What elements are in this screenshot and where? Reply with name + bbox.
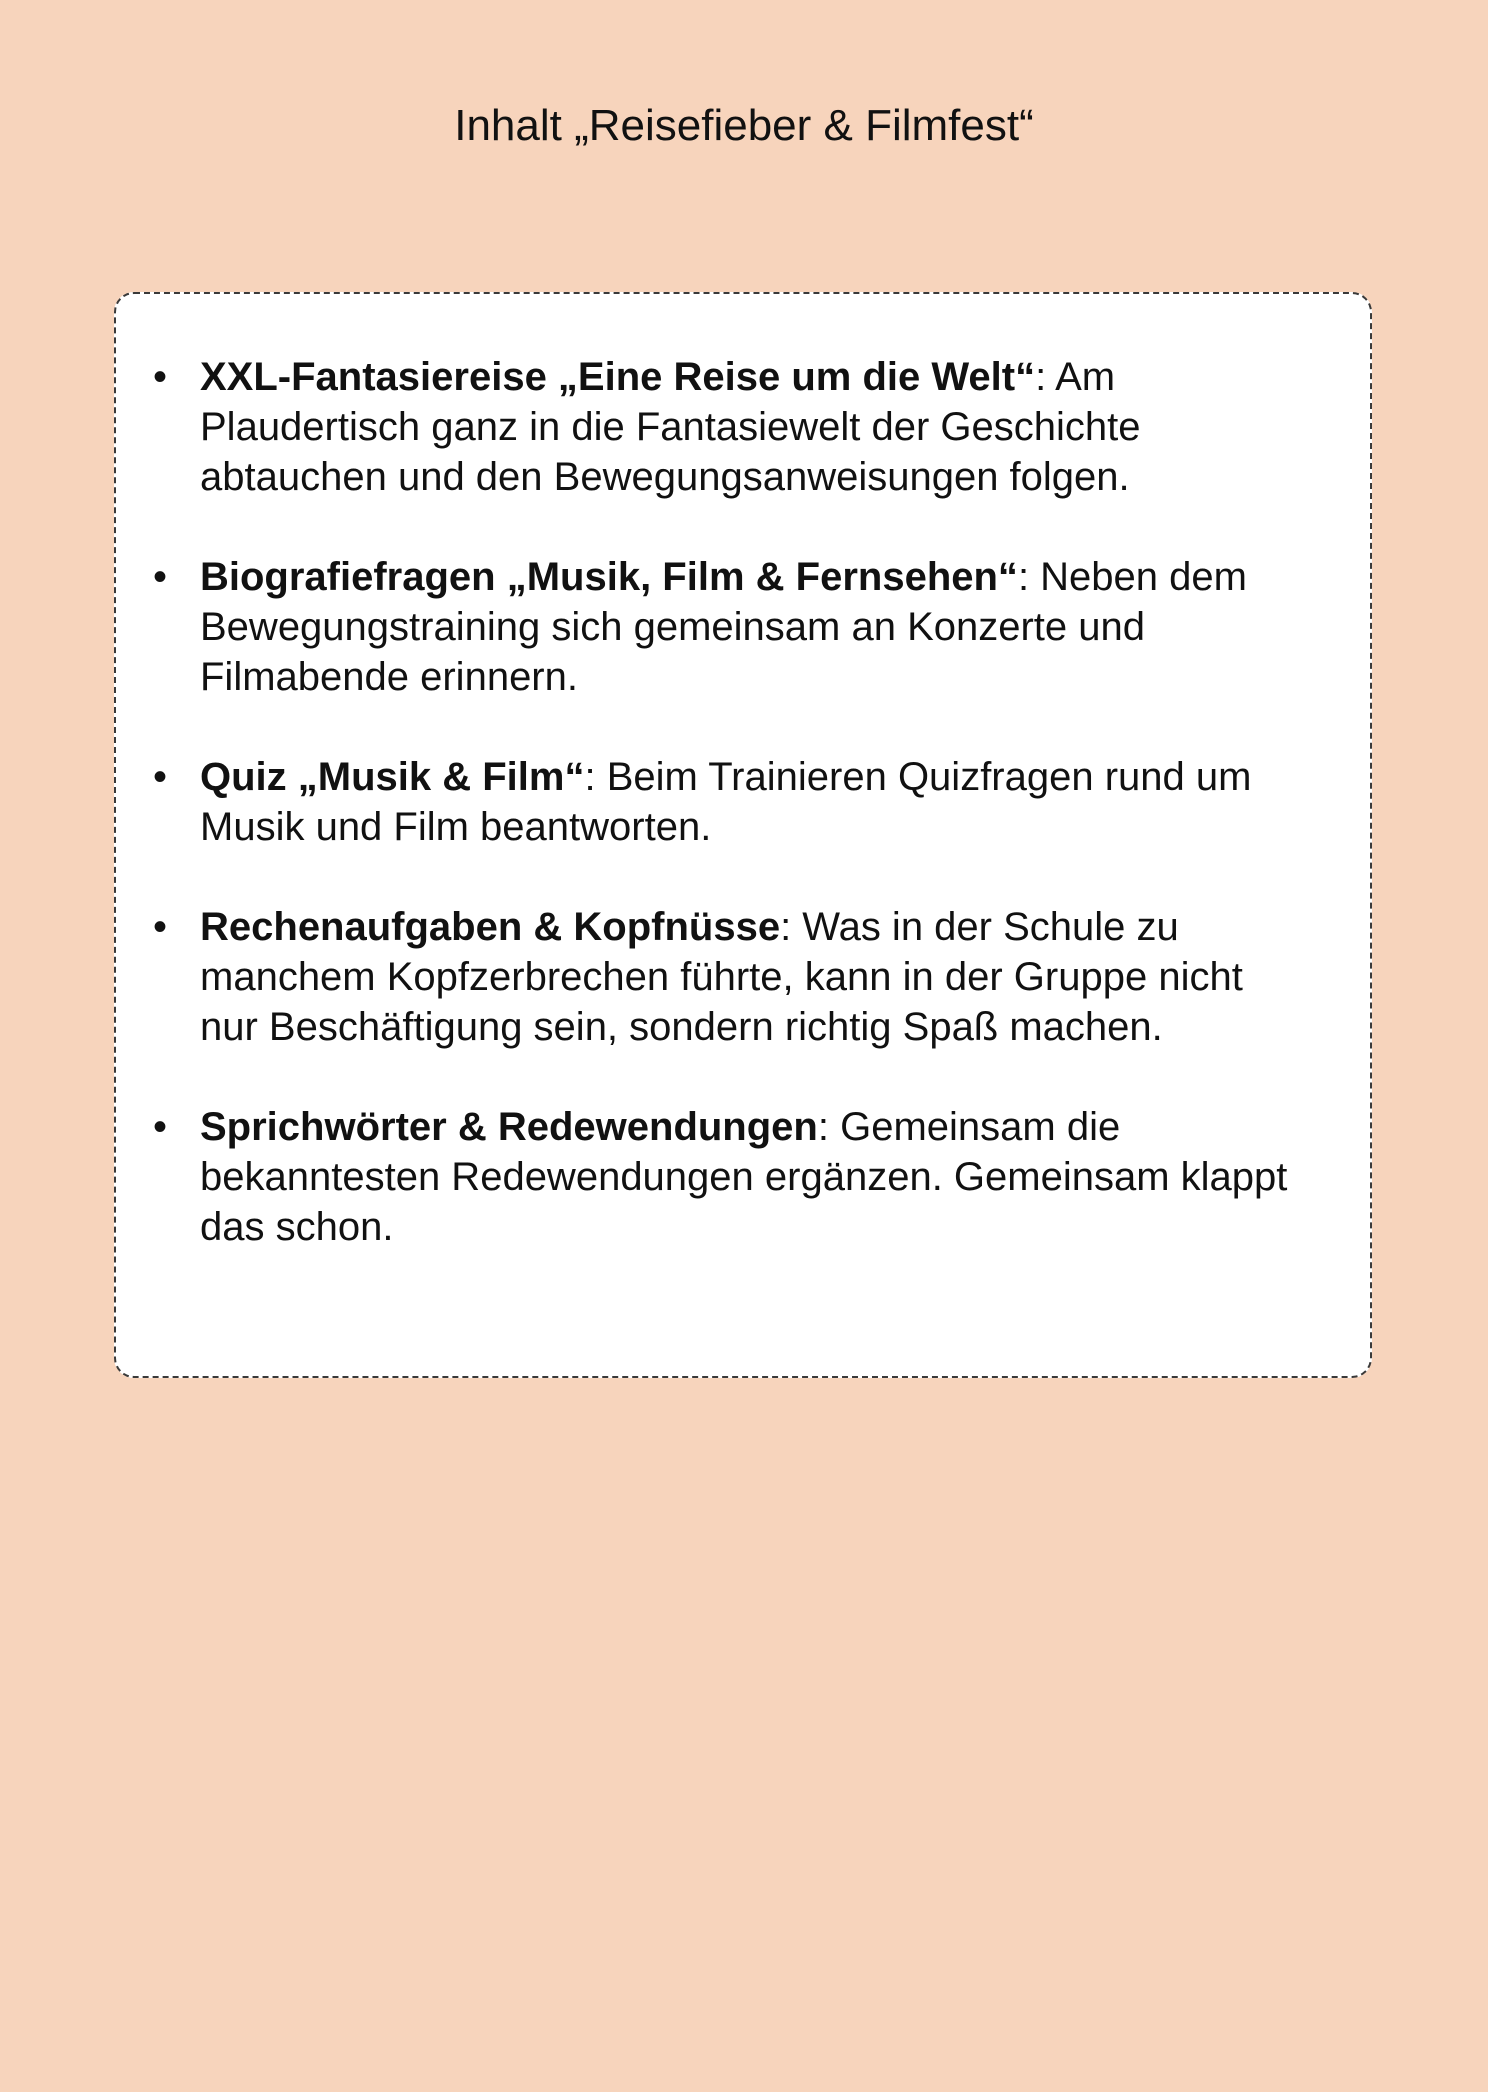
list-item <box>116 552 1370 702</box>
list-item <box>116 352 1370 502</box>
list-item <box>116 902 1370 1052</box>
bullet-icon: • <box>152 755 167 799</box>
item-heading: Quiz „Musik & Film“ <box>200 755 585 799</box>
item-text: : Neben dem Bewegungstraining sich gemeinsam an Konzerte und Filmabende erinnern. <box>200 555 1247 699</box>
bullet-icon: • <box>152 905 167 949</box>
content-box <box>114 292 1372 1378</box>
content-list <box>116 352 1370 1302</box>
bullet-icon: • <box>152 1105 167 1149</box>
item-text: : Am Plaudertisch ganz in die Fantasiewelt der Geschichte abtauchen und den Bewegungsanweisungen folgen. <box>200 355 1141 499</box>
bullet-icon: • <box>152 555 167 599</box>
item-heading: XXL-Fantasiereise „Eine Reise um die Welt“ <box>200 355 1036 399</box>
item-text: : Beim Trainieren Quizfragen rund um Musik und Film beantworten. <box>200 755 1252 849</box>
item-text: : Gemeinsam die bekanntesten Redewendungen ergänzen. Gemeinsam klappt das schon. <box>200 1105 1288 1249</box>
page-title: Inhalt „Reisefieber & Filmfest“ <box>454 101 1034 150</box>
list-item <box>116 752 1370 852</box>
item-heading: Biografiefragen „Musik, Film & Fernsehen“ <box>200 555 1018 599</box>
item-text: : Was in der Schule zu manchem Kopfzerbrechen führte, kann in der Gruppe nicht nur Beschäftigung sein, sondern richtig Spaß machen. <box>200 905 1243 1049</box>
item-heading: Sprichwörter & Redewendungen <box>200 1105 818 1149</box>
bullet-icon: • <box>152 355 167 399</box>
item-heading: Rechenaufgaben & Kopfnüsse <box>200 905 781 949</box>
list-item <box>116 1102 1370 1252</box>
